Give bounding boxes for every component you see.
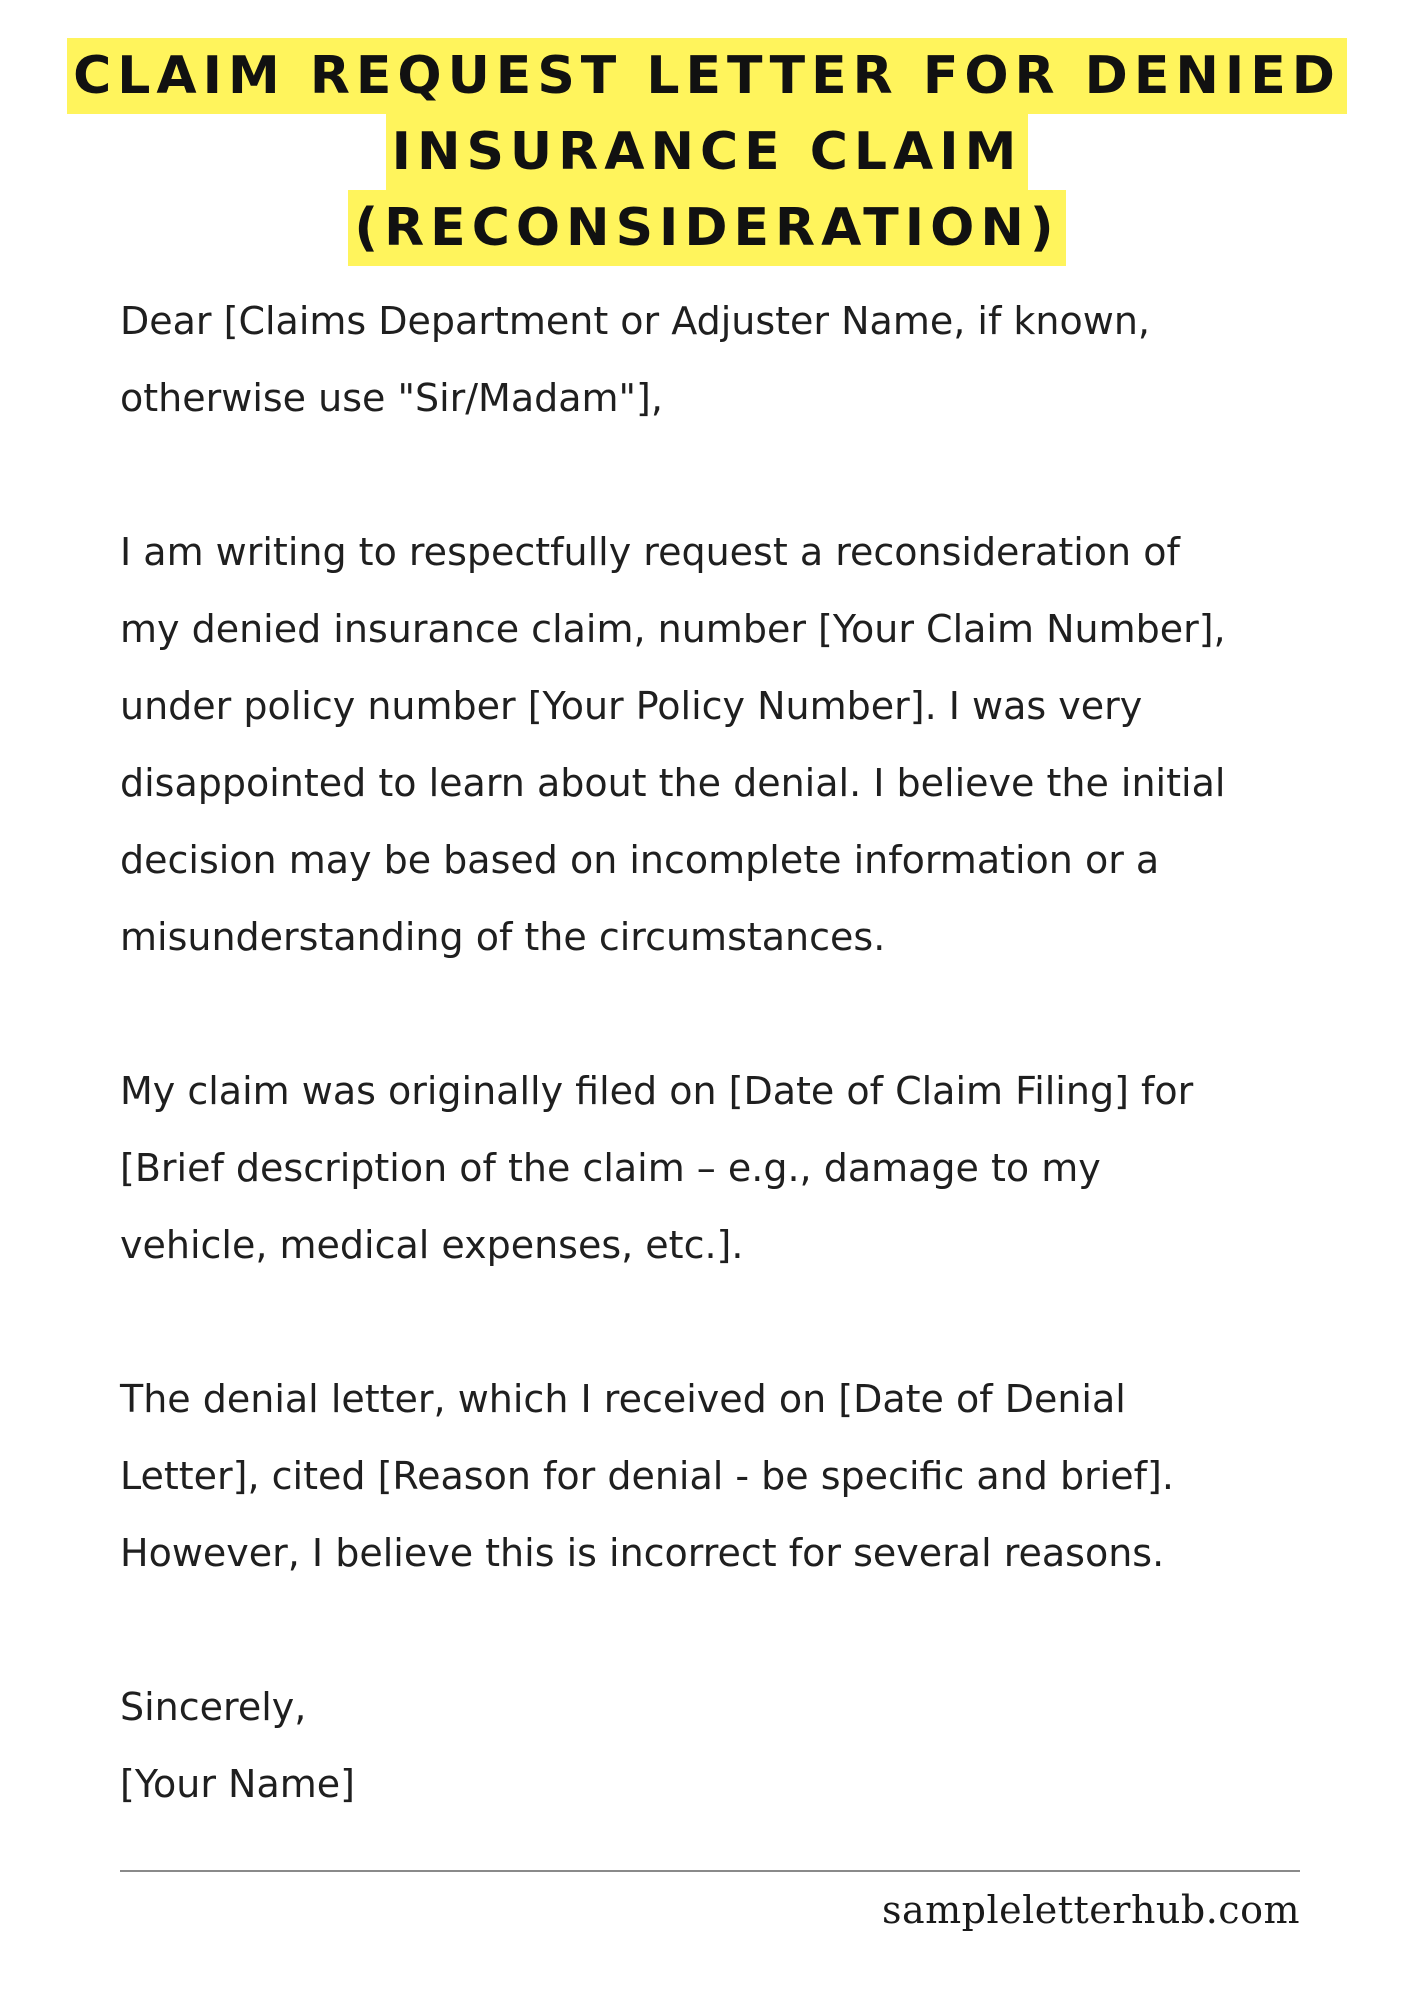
letter-body xyxy=(120,283,1360,1823)
signature-name: [Your Name] xyxy=(120,1762,355,1806)
closing-text: Sincerely, xyxy=(120,1685,307,1729)
footer-divider xyxy=(120,1870,1300,1872)
title-line-2: INSURANCE CLAIM xyxy=(386,114,1029,190)
paragraph-request: I am writing to respectfully request a reconsideration of my denied insurance claim, number [Your Claim Number], under policy number [Your Policy Number]. I was very disappointed to learn about the denial. I believe the initial decision may be based on incomplete information or a misunderstanding of the circumstances. xyxy=(120,530,1226,959)
closing-block xyxy=(120,1669,1360,1823)
salutation: Dear [Claims Department or Adjuster Name, if known, otherwise use "Sir/Madam"], xyxy=(120,299,1150,420)
footer-site: sampleletterhub.com xyxy=(881,1888,1300,1932)
letter-title xyxy=(0,38,1414,266)
title-line-1: CLAIM REQUEST LETTER FOR DENIED xyxy=(67,38,1347,114)
paragraph-claim-details: My claim was originally filed on [Date of Claim Filing] for [Brief description of the claim – e.g., damage to my vehicle, medical expenses, etc.]. xyxy=(120,1069,1194,1267)
paragraph-denial-reason: The denial letter, which I received on [Date of Denial Letter], cited [Reason for denial - be specific and brief]. However, I believe this is incorrect for several reasons. xyxy=(120,1377,1174,1575)
title-line-3: (RECONSIDERATION) xyxy=(348,190,1065,266)
